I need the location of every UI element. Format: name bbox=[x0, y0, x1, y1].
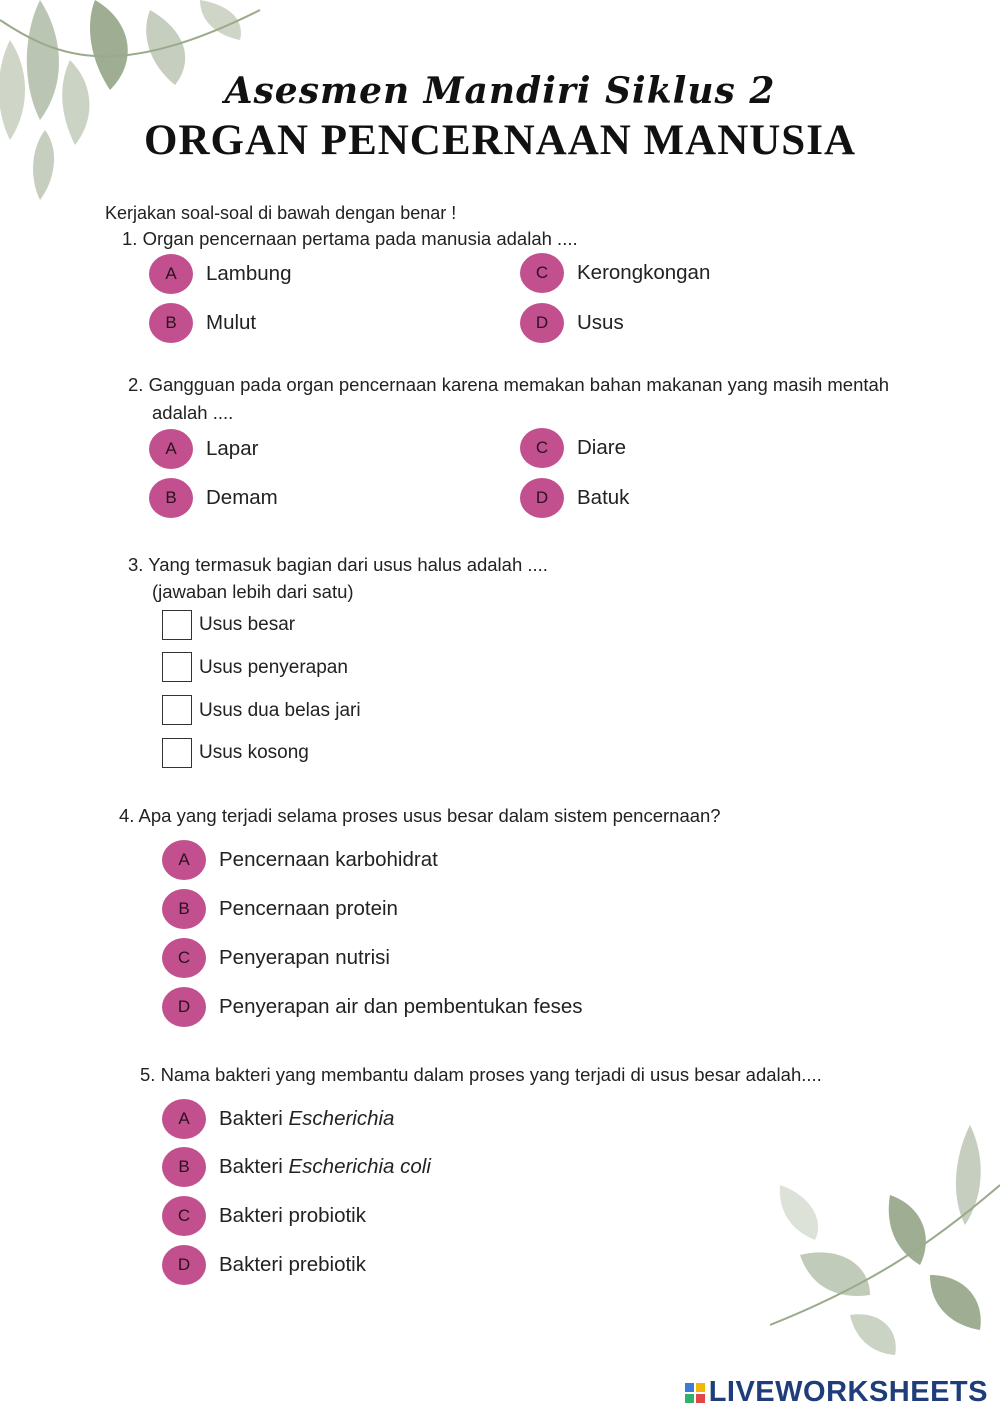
q5-option-c[interactable] bbox=[162, 1196, 366, 1236]
q4-option-d[interactable] bbox=[162, 987, 583, 1027]
option-label-prefix: Bakteri bbox=[219, 1107, 289, 1130]
option-circle[interactable]: C bbox=[162, 938, 206, 978]
option-circle[interactable]: B bbox=[162, 1147, 206, 1187]
option-circle[interactable]: D bbox=[162, 987, 206, 1027]
option-label bbox=[219, 1155, 431, 1179]
q5-option-d[interactable] bbox=[162, 1245, 366, 1285]
species-name: Escherichia coli bbox=[288, 1155, 431, 1178]
option-label: Kerongkongan bbox=[577, 261, 711, 284]
question-1-text: 1. Organ pencernaan pertama pada manusia adalah .... bbox=[122, 228, 578, 249]
question-3-note: (jawaban lebih dari satu) bbox=[152, 581, 354, 602]
option-label bbox=[219, 1107, 394, 1131]
option-circle[interactable]: D bbox=[162, 1245, 206, 1285]
q1-option-a[interactable] bbox=[149, 254, 291, 294]
liveworksheets-logo[interactable] bbox=[685, 1376, 988, 1409]
option-label: Lambung bbox=[206, 262, 292, 285]
worksheet-title: ORGAN PENCERNAAN MANUSIA bbox=[144, 117, 856, 164]
option-label: Usus bbox=[577, 311, 624, 334]
option-label: Demam bbox=[206, 486, 278, 509]
option-label-prefix: Bakteri bbox=[219, 1155, 289, 1178]
q2-option-c[interactable] bbox=[520, 428, 626, 468]
option-label: Batuk bbox=[577, 486, 630, 509]
q1-option-c[interactable] bbox=[520, 253, 710, 293]
species-name: Escherichia bbox=[288, 1107, 395, 1130]
question-2-text-cont: adalah .... bbox=[152, 402, 234, 423]
option-label: Bakteri probiotik bbox=[219, 1204, 366, 1227]
option-label: Mulut bbox=[206, 311, 257, 334]
checkbox-label: Usus dua belas jari bbox=[199, 700, 361, 721]
option-circle[interactable]: C bbox=[520, 253, 564, 293]
q5-option-b[interactable] bbox=[162, 1147, 431, 1187]
q4-option-c[interactable] bbox=[162, 938, 390, 978]
option-label: Bakteri prebiotik bbox=[219, 1253, 366, 1276]
checkbox-label: Usus besar bbox=[199, 614, 296, 635]
option-circle[interactable]: A bbox=[149, 254, 193, 294]
option-circle[interactable]: B bbox=[149, 478, 193, 518]
q5-option-a[interactable] bbox=[162, 1099, 394, 1139]
q1-option-b[interactable] bbox=[149, 303, 256, 343]
q4-option-b[interactable] bbox=[162, 889, 398, 929]
option-label: Penyerapan nutrisi bbox=[219, 946, 390, 969]
option-circle[interactable]: A bbox=[149, 429, 193, 469]
logo-text: LIVEWORKSHEETS bbox=[708, 1376, 988, 1408]
q3-checkbox-3[interactable] bbox=[162, 695, 192, 725]
option-label: Lapar bbox=[206, 437, 259, 460]
option-label: Pencernaan protein bbox=[219, 897, 398, 920]
question-4-text: 4. Apa yang terjadi selama proses usus besar dalam sistem pencernaan? bbox=[119, 805, 721, 826]
option-label: Pencernaan karbohidrat bbox=[219, 848, 438, 871]
q2-option-a[interactable] bbox=[149, 429, 258, 469]
q1-option-d[interactable] bbox=[520, 303, 624, 343]
option-circle[interactable]: A bbox=[162, 1099, 206, 1139]
checkbox-label: Usus penyerapan bbox=[199, 657, 348, 678]
option-circle[interactable]: D bbox=[520, 303, 564, 343]
option-circle[interactable]: A bbox=[162, 840, 206, 880]
option-label: Penyerapan air dan pembentukan feses bbox=[219, 995, 583, 1018]
q2-option-b[interactable] bbox=[149, 478, 278, 518]
option-label: Diare bbox=[577, 436, 626, 459]
question-5-text: 5. Nama bakteri yang membantu dalam proses yang terjadi di usus besar adalah.... bbox=[140, 1064, 822, 1085]
option-circle[interactable]: D bbox=[520, 478, 564, 518]
question-2-text: 2. Gangguan pada organ pencernaan karena memakan bahan makanan yang masih mentah bbox=[128, 374, 890, 395]
q3-checkbox-2[interactable] bbox=[162, 652, 192, 682]
option-circle[interactable]: C bbox=[162, 1196, 206, 1236]
question-3-text: 3. Yang termasuk bagian dari usus halus adalah .... bbox=[128, 554, 548, 575]
option-circle[interactable]: B bbox=[162, 889, 206, 929]
logo-icon bbox=[685, 1383, 705, 1403]
q4-option-a[interactable] bbox=[162, 840, 438, 880]
instruction-text: Kerjakan soal-soal di bawah dengan benar ! bbox=[105, 203, 457, 223]
worksheet-subtitle: Asesmen Mandiri Siklus 2 bbox=[224, 70, 776, 112]
q3-checkbox-1[interactable] bbox=[162, 610, 192, 640]
checkbox-label: Usus kosong bbox=[199, 742, 309, 763]
q2-option-d[interactable] bbox=[520, 478, 629, 518]
option-circle[interactable]: B bbox=[149, 303, 193, 343]
option-circle[interactable]: C bbox=[520, 428, 564, 468]
q3-checkbox-4[interactable] bbox=[162, 738, 192, 768]
leaf-decoration-bottom-right bbox=[770, 1125, 1000, 1375]
